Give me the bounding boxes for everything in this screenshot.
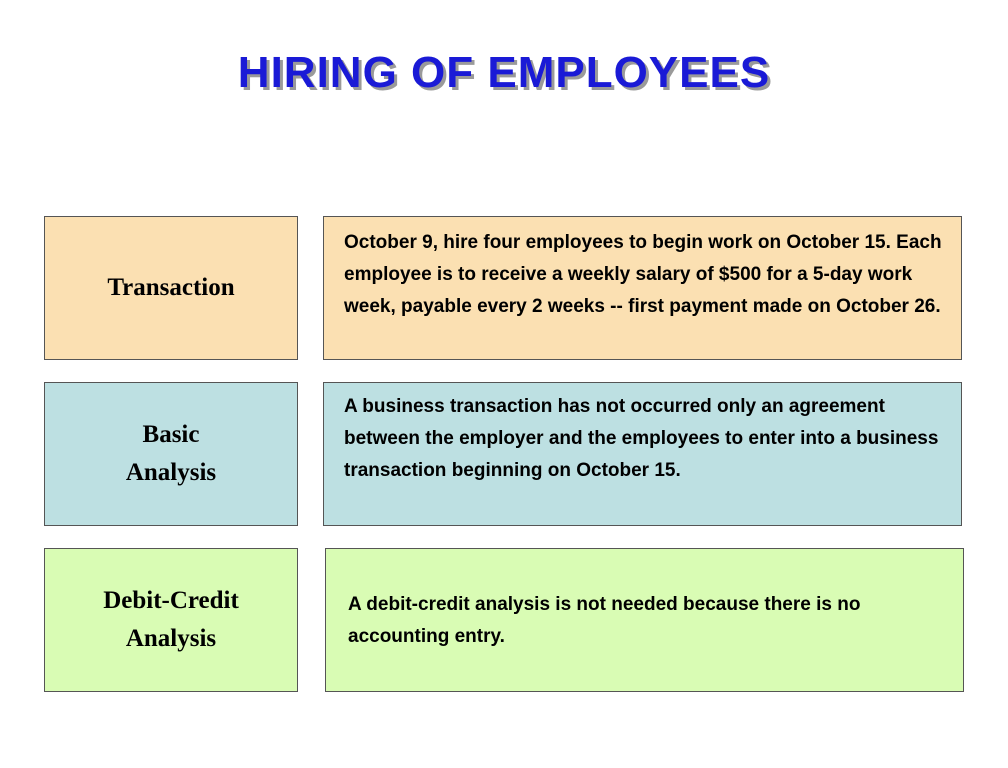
basic-analysis-description: A business transaction has not occurred only an agreement between the employer and the employees to enter into a business transaction beginning on October 15. [344,396,939,481]
transaction-description: October 9, hire four employees to begin work on October 15. Each employee is to receive a weekly salary of $500 for a 5-day work week, payable every 2 weeks -- first payment made on October 26. [344,232,942,317]
debit-credit-analysis-description: A debit-credit analysis is not needed because there is no accounting entry. [348,594,861,647]
debit-credit-analysis-description-box [325,548,964,692]
basic-analysis-description-box [323,382,962,526]
basic-analysis-label-box [44,382,298,526]
transaction-label-box [44,216,298,360]
debit-credit-analysis-label-box [44,548,298,692]
page-title: HIRING OF EMPLOYEES [237,48,771,97]
transaction-description-box [323,216,962,360]
debit-credit-analysis-label: Debit-Credit Analysis [103,587,239,652]
basic-analysis-label: Basic Analysis [125,421,217,486]
transaction-label: Transaction [107,274,235,301]
